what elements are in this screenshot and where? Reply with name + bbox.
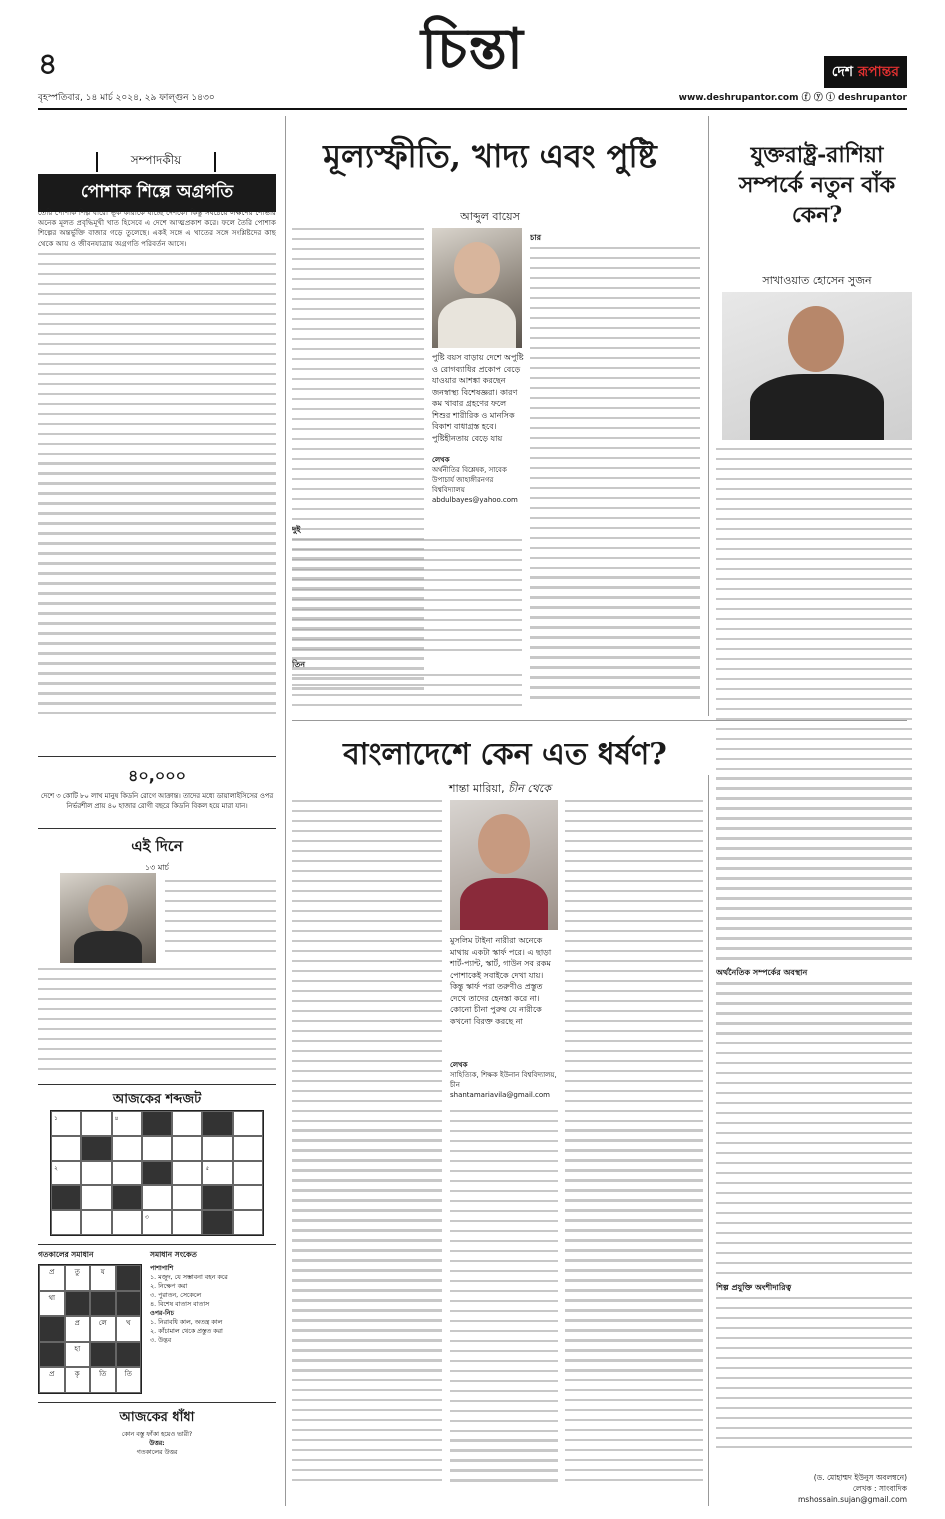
second-article-headline: বাংলাদেশে কেন এত ধর্ষণ? (343, 737, 667, 772)
main-author-info (432, 455, 524, 505)
stat-box (38, 763, 276, 811)
crossword-cell[interactable] (51, 1161, 81, 1186)
solution-block (65, 1291, 91, 1317)
crossword-cell[interactable] (202, 1161, 232, 1186)
solution-hints (150, 1264, 276, 1394)
solution-cell: য (90, 1265, 116, 1291)
cell-number: ৩ (144, 1214, 149, 1222)
riddle-answer-label: উত্তর: (149, 1440, 165, 1447)
solution-block (116, 1342, 142, 1368)
stat-description: দেশে ৩ কোটি ৮০ লাখ মানুষ কিডনি রোগে আক্রান্ত। তাদের মধ্যে ডায়ালাইসিসের ওপর নির্ভরশীল প্রায় ৪০ হাজার রোগী বছরে কিডনি বিকল হয়ে মারা যান। (40, 792, 274, 810)
crossword-cell[interactable] (81, 1161, 111, 1186)
solution-cell: তু (65, 1265, 91, 1291)
second-author-email[interactable]: shantamariavila@gmail.com (450, 1091, 551, 1099)
editorial-tag: সম্পাদকীয় (96, 152, 216, 172)
crossword-block (142, 1111, 172, 1136)
stat-end-rule (38, 828, 276, 829)
crossword-cell[interactable] (112, 1136, 142, 1161)
solution-hint: ২. নিক্ষেপ করা (150, 1283, 188, 1290)
riddle-answer: গতকালের উত্তর (136, 1449, 178, 1456)
website-link[interactable]: www.deshrupantor.com ⓕ ⓨ ⓘ deshrupantor (678, 93, 907, 103)
right-article-body (716, 448, 912, 1448)
main-author-label: লেখক (432, 456, 450, 464)
crossword-cell[interactable] (112, 1161, 142, 1186)
editorial-text-block (38, 253, 276, 715)
brand-logo (824, 56, 907, 88)
solution-cell: থা (39, 1291, 65, 1317)
crossword-cell[interactable] (233, 1210, 263, 1235)
down-label: ওপর-নিচ (150, 1310, 174, 1317)
section-title: চিন্তা (420, 16, 525, 82)
crossword-block (202, 1185, 232, 1210)
crossword-cell[interactable] (112, 1111, 142, 1136)
solution-hint: ৪. বিশেষ বাতাস বাতাস (150, 1301, 210, 1308)
solution-cell: তি (90, 1367, 116, 1393)
main-author-photo (432, 228, 522, 348)
crossword-block (81, 1136, 111, 1161)
this-day-end-rule (38, 1084, 276, 1085)
solution-block (39, 1342, 65, 1368)
main-article-headline: মূল্যস্ফীতি, খাদ্য এবং পুষ্টি (323, 137, 657, 175)
crossword-cell[interactable] (51, 1136, 81, 1161)
second-article-col-2b (450, 1110, 558, 1500)
solution-cell: প্র (65, 1316, 91, 1342)
crossword-cell[interactable] (142, 1136, 172, 1161)
column-divider (708, 775, 709, 1506)
this-day-text-right (165, 880, 276, 960)
main-article-col-2 (292, 520, 522, 713)
main-article-pullquote: পুষ্টি বয়স বাড়ায় দেশে অপুষ্টি ও রোগব্যাধির প্রকোপ বেড়ে যাওয়ার আশঙ্কা করছেন জনস্বাস্থ্য বিশেষজ্ঞরা। কারণ কম খাবার গ্রহণের ফলে শিশুর শারীরিক ও মানসিক বিকাশ বাধাগ্রস্ত হবে। পুষ্টিহীনতায় বেড়ে যায় (432, 353, 524, 443)
this-day-title: এই দিনে (131, 837, 183, 855)
crossword-cell[interactable] (112, 1210, 142, 1235)
editorial-end-rule (38, 756, 276, 757)
right-article-author: সাখাওয়াত হোসেন সুজন (762, 274, 872, 287)
crossword-cell[interactable] (233, 1136, 263, 1161)
this-day-text (38, 968, 276, 1078)
solution-grid (38, 1264, 142, 1394)
crossword-cell[interactable] (142, 1185, 172, 1210)
this-day-date: ১৩ মার্চ (144, 863, 169, 872)
crossword-title: আজকের শব্দজট (112, 1092, 202, 1107)
cell-number: ৪ (114, 1115, 119, 1122)
right-author-photo (722, 292, 912, 440)
solution-cell: লে (90, 1316, 116, 1342)
solution-hint: ৩. পুরাতন, সেকেলে (150, 1292, 202, 1299)
right-footer-email[interactable]: mshossain.sujan@gmail.com (797, 1495, 907, 1504)
masthead (0, 0, 945, 112)
crossword-cell[interactable] (172, 1111, 202, 1136)
crossword-block (202, 1210, 232, 1235)
crossword-cell[interactable] (172, 1136, 202, 1161)
second-article-location: চীন থেকে (508, 782, 551, 795)
solution-cell: হা (65, 1342, 91, 1368)
solution-cell: প্র (39, 1265, 65, 1291)
solution-block (116, 1265, 142, 1291)
solution-hint: ৩. উদ্ভব (150, 1337, 172, 1344)
right-footer-name: (ড. মোহাম্মদ ইউনুস অবলম্বনে) (813, 1473, 907, 1482)
crossword-block (51, 1185, 81, 1210)
second-article-col-1 (292, 800, 442, 1500)
crossword-block (142, 1161, 172, 1186)
right-article-headline: যুক্তরাষ্ট্র-রাশিয়া সম্পর্কে নতুন বাঁক কেন? (738, 142, 896, 228)
main-subhead: দুই (292, 525, 301, 534)
editorial-body (38, 208, 276, 748)
crossword-cell[interactable] (51, 1111, 81, 1136)
crossword-cell[interactable] (172, 1161, 202, 1186)
crossword-grid[interactable] (50, 1110, 264, 1236)
crossword-cell[interactable] (172, 1210, 202, 1235)
crossword-cell[interactable] (81, 1210, 111, 1235)
solution-block (39, 1316, 65, 1342)
solution-title: গতকালের সমাধান (38, 1250, 94, 1259)
second-author-photo (450, 800, 558, 930)
crossword-cell[interactable] (233, 1111, 263, 1136)
crossword-cell[interactable] (233, 1185, 263, 1210)
solution-cell: প্র (39, 1367, 65, 1393)
column-divider (285, 116, 286, 1506)
this-day-photo (60, 873, 156, 963)
solution-cell: তি (116, 1367, 142, 1393)
right-footer-role: লেখক : সাংবাদিক (852, 1484, 907, 1493)
riddle-body (38, 1430, 276, 1480)
second-author-role: সাহিত্যিক, শিক্ষক ইউনান বিশ্ববিদ্যালয়, চীন (450, 1071, 557, 1089)
column-divider (708, 116, 709, 716)
solution-hint: ১. মজুদ, যে সম্ভাবনা বহন করে (150, 1274, 228, 1281)
solution-hints-title: সমাধান সংকেত (150, 1250, 197, 1259)
across-label: পাশাপাশি (150, 1265, 174, 1272)
main-author-role: অর্থনীতির বিশ্লেষক, সাবেক উপাচার্য জাহাঙ্গীরনগর বিশ্ববিদ্যালয় (432, 466, 507, 494)
editorial-paragraph: তৈরি পোশাক শিল্প বারো ভূক কারাকে যাচ্ছে দেশকে। কিন্তু সবচেয়ে লক্ষণের শোভার অনেক মূলত প্রবৃদ্ধিমূখী খাত হিসেবে এ দেশে আত্মপ্রকাশ করে। ফলে তৈরি পোশাক শিল্পের অন্তর্ভুক্তি বাজার গড়ে তুলেছে। একই সঙ্গে এ খাতের সঙ্গে সংশ্লিষ্টদের কাছ থেকে আয় ও জীবনযাত্রায় অগ্রগতি পরিবর্তন আসে। (38, 208, 276, 248)
crossword-cell[interactable] (233, 1161, 263, 1186)
second-article-pullquote: মুসলিম টাইনা নারীরা অনেকে মাথায় একটা স্কার্ফ পরে। এ ছাড়া শার্ট-প্যান্ট, স্কার্ট, গাউন সব রকম পোশাকেই সবাইকে দেখা যায়। কিন্তু স্কার্ফ পরা তরুণীও প্রস্তুত দেখে তাদের হেনস্তা করে না। কোনো চীনা পুরুষ যে নারীকে কখনো বিরক্ত করছে না (450, 936, 552, 1026)
second-article-byline (400, 780, 600, 799)
main-subhead: তিন (292, 659, 306, 669)
cell-number: ৫ (205, 1164, 210, 1172)
publication-date: বৃহস্পতিবার, ১৪ মার্চ ২০২৪, ২৯ ফাল্গুন ১৪৩০ (38, 93, 215, 103)
crossword-cell[interactable] (202, 1136, 232, 1161)
second-author-label: লেখক (450, 1061, 468, 1069)
riddle-question: কোন বস্তু ফাঁকা হয়েও ভারী? (121, 1431, 193, 1438)
right-subhead: শিল্প প্রযুক্তি অংশীদারিত্ব (716, 1282, 792, 1292)
page-number: ৪ (38, 47, 58, 82)
brand-logo-part: দেশ (831, 64, 858, 80)
crossword-block (202, 1111, 232, 1136)
stat-number: ৪০,০০০ (127, 766, 187, 785)
main-article-col-3 (530, 228, 700, 713)
crossword-block (112, 1185, 142, 1210)
crossword-end-rule (38, 1244, 276, 1245)
second-author-info (450, 1060, 558, 1100)
crossword-cell[interactable] (81, 1185, 111, 1210)
solution-cell: কৃ (65, 1367, 91, 1393)
main-author-email[interactable]: abdulbayes@yahoo.com (432, 496, 518, 504)
solution-cell: খ (116, 1316, 142, 1342)
riddle-title: আজকের ধাঁধা (119, 1410, 195, 1425)
dateline-bar (38, 88, 907, 104)
solution-end-rule (38, 1402, 276, 1403)
cell-number: ২ (54, 1164, 58, 1172)
editorial-headline: পোশাক শিল্পে অগ্রগতি (38, 174, 276, 212)
cell-number: ১ (54, 1115, 58, 1122)
crossword-cell[interactable] (81, 1111, 111, 1136)
solution-hint: ২. কাঁচামাল থেকে প্রস্তুত করা (150, 1328, 223, 1335)
this-day-box (38, 835, 276, 875)
brand-logo-accent: রূপান্তর (857, 64, 899, 80)
right-subhead: অর্থনৈতিক সম্পর্কের অবস্থান (716, 968, 808, 978)
solution-block (90, 1291, 116, 1317)
header-rule (38, 108, 907, 110)
second-article-author: শান্তা মারিয়া, (449, 782, 505, 795)
solution-block (116, 1291, 142, 1317)
solution-hint: ১. নিরাবধি কাল, অতন্ত্র কাল (150, 1319, 223, 1326)
right-article-footer (717, 1472, 907, 1505)
crossword-cell[interactable] (142, 1210, 172, 1235)
main-subhead: চার (530, 233, 542, 242)
crossword-cell[interactable] (51, 1210, 81, 1235)
crossword-cell[interactable] (172, 1185, 202, 1210)
second-article-col-3 (565, 800, 703, 1500)
main-article-author: আব্দুল বায়েস (460, 210, 520, 223)
solution-block (90, 1342, 116, 1368)
